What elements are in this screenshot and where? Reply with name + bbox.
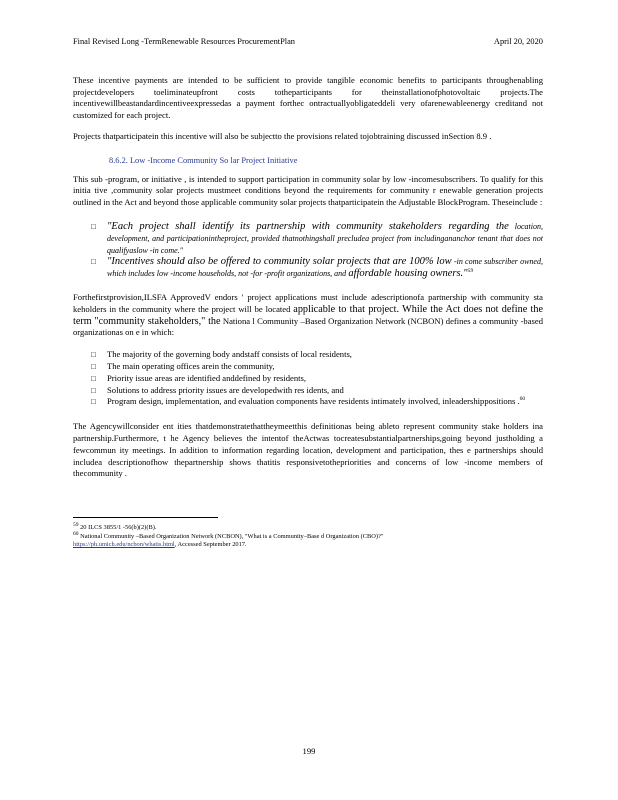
quote-text: "Incentives should also be offered to community solar projects that are 100% low bbox=[107, 256, 452, 268]
list-item bbox=[91, 373, 543, 385]
footnote-text: , Accessed September 2017. bbox=[174, 541, 247, 549]
list-item-text: The majority of the governing body andstaff consists of local residents, bbox=[107, 349, 352, 360]
paragraph-agency-consider: The Agencywillconsider ent ities thatdemonstratethattheymeetthis definitionas being ableto represent community stake holders ina partnership.Furthermore, t he Agency believes the intentof theActwas tocreatesubstantialpartnerships,going beyond justholding a fewcommun ity meetings. In addition to information regarding location, development and participation, thes e partnerships should includea descriptionofhow thepartnership shows thatitis responsivetothepriorities and concerns of low -income members of thecommunity . bbox=[73, 421, 543, 479]
running-header bbox=[73, 36, 543, 48]
footnote-ref[interactable]: 59 bbox=[467, 268, 474, 275]
list-item-text: Priority issue areas are identified anddefined by residents, bbox=[107, 372, 307, 383]
footnote-text: National Community –Based Organization Network (NCBON), "What is a Community–Base d Organization (CBO)?" bbox=[80, 532, 384, 540]
footnote-number: 60 bbox=[73, 530, 79, 537]
quote-text: affordable housing owners." bbox=[348, 268, 468, 280]
list-item-text: Program design, implementation, and evaluation components have residents intimately involved, inleadershippositions . bbox=[107, 396, 520, 407]
list-item-text: The main operating offices arein the community, bbox=[107, 360, 275, 371]
footnote bbox=[73, 530, 543, 550]
list-item bbox=[91, 385, 543, 397]
paragraph-incentive-payments: These incentive payments are intended to be sufficient to provide tangible economic benefits to participants throughenabling projectdevelopers toeliminateupfront costs totheparticipants for theinstallationofphotovoltaic projects.The incentivewillbeastandardincentiveexpressedas a payment forthec ontractuallyobligateddeli very ofarenewableenergy creditand not customized for each project. bbox=[73, 74, 543, 121]
bullet-icon: □ bbox=[91, 350, 96, 360]
footnote-number: 59 bbox=[73, 521, 79, 528]
footnote-divider bbox=[73, 517, 218, 518]
list-item bbox=[91, 396, 543, 408]
quote-text: -in come subscriber owned, which includes low -income households, not -for -profit organizations, and bbox=[107, 257, 543, 279]
bullet-icon: □ bbox=[91, 385, 96, 395]
page-number: 199 bbox=[302, 746, 316, 756]
document-page bbox=[73, 36, 543, 550]
bullet-icon: □ bbox=[91, 221, 96, 231]
quote-item bbox=[91, 256, 543, 280]
header-title: Final Revised Long -TermRenewable Resources ProcurementPlan bbox=[73, 37, 295, 46]
footnote-ref[interactable]: 60 bbox=[519, 396, 526, 403]
bullet-icon: □ bbox=[91, 373, 96, 383]
bullet-icon: □ bbox=[91, 361, 96, 371]
paragraph-text: Forthefirstprovision,ILSFA ApprovedV endors ' project applications must include adescriptionofa partnership with community sta keholders in the community where the project will be located bbox=[73, 291, 543, 314]
bullet-icon: □ bbox=[91, 257, 96, 267]
quote-text: "Each project shall identify its partnership with community stakeholders regarding the bbox=[107, 220, 509, 232]
footnote-link[interactable]: https://ph.umich.edu/ncbon/whatis.html bbox=[73, 541, 175, 549]
footnote bbox=[73, 521, 543, 533]
list-item bbox=[91, 361, 543, 373]
list-item bbox=[91, 349, 543, 361]
list-item-text: Solutions to address priority issues are developedwith res idents, and bbox=[107, 384, 344, 395]
quote-item bbox=[91, 221, 543, 256]
paragraph-text: Nationa l Community –Based Organization Network (NCBON) defines a community -based organizationas on e in which: bbox=[73, 315, 543, 338]
bullet-icon: □ bbox=[91, 397, 96, 407]
paragraph-subprogram: This sub -program, or initiative , is intended to support participation in community solar by low -incomesubscribers. To qualify for this initia tive ,community solar projects mustmeet conditions beyond the requirements for community r enewable generation projects outlined in the Act and beyond those applicable community solar projects thatparticipatein the Adjustable BlockProgram. Theseinclude : bbox=[73, 173, 543, 208]
paragraph-text: applicable to that project. While the Act does not define the term "community stakeholders," the bbox=[73, 303, 543, 327]
footnotes bbox=[73, 521, 543, 550]
criteria-list bbox=[91, 349, 543, 408]
quote-text: location, development, and participationintheproject, provided thatnothingshall precludea project from includingananchor tenant that does not qualifyaslow -in come." bbox=[107, 221, 543, 255]
paragraph-first-provision bbox=[73, 292, 543, 339]
section-heading: 8.6.2. Low -Income Community So lar Project Initiative bbox=[109, 155, 298, 165]
quote-list bbox=[91, 221, 543, 280]
paragraph-job-training: Projects thatparticipatein this incentive will also be subjectto the provisions related tojobtraining discussed inSection 8.9 . bbox=[73, 130, 492, 141]
footnote-text: 20 ILCS 3855/1 -56(b)(2)(B). bbox=[80, 524, 157, 532]
header-date: April 20, 2020 bbox=[493, 37, 543, 46]
